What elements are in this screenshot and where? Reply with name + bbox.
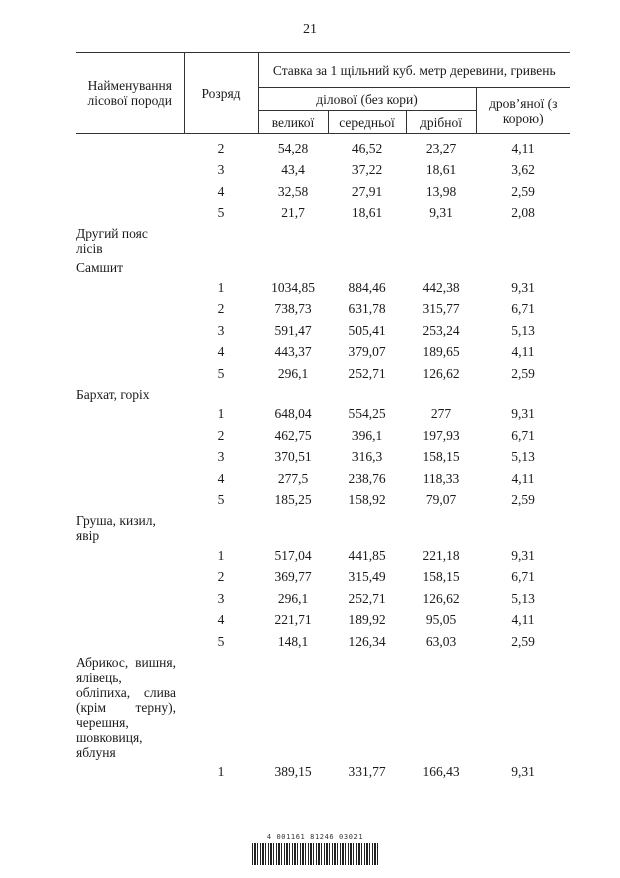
grade-cell: 5 <box>217 205 225 221</box>
medium-cell: 631,78 <box>348 301 386 317</box>
medium-cell: 396,1 <box>351 427 383 443</box>
large-cell: 148,1 <box>277 633 309 649</box>
species-row <box>76 653 570 762</box>
large-cell: 517,04 <box>274 547 312 563</box>
grade-cell: 4 <box>217 470 225 486</box>
small-cell: 13,98 <box>425 183 457 199</box>
small-cell: 253,24 <box>422 322 460 338</box>
header-business: ділової (без кори) <box>258 88 476 111</box>
medium-cell: 46,52 <box>351 140 383 156</box>
firewood-cell: 5,13 <box>511 322 535 338</box>
empty-cell <box>76 588 184 610</box>
species-row <box>76 385 570 404</box>
medium-cell: 158,92 <box>348 492 386 508</box>
header-large: великої <box>258 111 328 134</box>
species-row <box>76 258 570 277</box>
empty-cell <box>76 404 184 426</box>
table-row <box>76 299 570 321</box>
grade-cell: 5 <box>217 633 225 649</box>
barcode <box>252 833 378 865</box>
grade-cell: 1 <box>217 406 225 422</box>
small-cell: 315,77 <box>422 301 460 317</box>
firewood-cell: 4,11 <box>511 344 535 360</box>
small-cell: 118,33 <box>422 470 460 486</box>
empty-cell <box>76 203 184 225</box>
large-cell: 462,75 <box>274 427 312 443</box>
grade-cell: 3 <box>217 162 225 178</box>
large-cell: 185,25 <box>274 492 312 508</box>
large-cell: 591,47 <box>274 322 312 338</box>
empty-cell <box>76 490 184 512</box>
table-row <box>76 588 570 610</box>
firewood-cell: 2,08 <box>511 205 535 221</box>
medium-cell: 316,3 <box>351 449 383 465</box>
table-body <box>76 134 570 784</box>
firewood-cell: 5,13 <box>511 590 535 606</box>
table-row <box>76 181 570 203</box>
small-cell: 221,18 <box>422 547 460 563</box>
firewood-cell: 2,59 <box>511 633 535 649</box>
grade-cell: 1 <box>217 547 225 563</box>
empty-cell <box>76 631 184 653</box>
empty-cell <box>76 160 184 182</box>
empty-cell <box>76 610 184 632</box>
large-cell: 389,15 <box>274 764 312 780</box>
small-cell: 95,05 <box>425 612 457 628</box>
species-name: Другий пояс лісів <box>76 226 148 256</box>
large-cell: 221,71 <box>274 612 312 628</box>
small-cell: 158,15 <box>422 569 460 585</box>
medium-cell: 315,49 <box>348 569 386 585</box>
firewood-cell: 9,31 <box>511 406 535 422</box>
medium-cell: 252,71 <box>348 590 386 606</box>
empty-cell <box>76 134 184 160</box>
empty-cell <box>76 342 184 364</box>
grade-cell: 2 <box>217 569 225 585</box>
firewood-cell: 6,71 <box>511 569 535 585</box>
empty-cell <box>76 363 184 385</box>
medium-cell: 441,85 <box>348 547 386 563</box>
grade-cell: 5 <box>217 492 225 508</box>
table-row <box>76 404 570 426</box>
rates-table <box>76 52 570 783</box>
firewood-cell: 5,13 <box>511 449 535 465</box>
small-cell: 442,38 <box>422 279 460 295</box>
table-row <box>76 545 570 567</box>
small-cell: 166,43 <box>422 764 460 780</box>
medium-cell: 331,77 <box>348 764 386 780</box>
small-cell: 126,62 <box>422 365 460 381</box>
empty-cell <box>76 468 184 490</box>
small-cell: 126,62 <box>422 590 460 606</box>
grade-cell: 1 <box>217 764 225 780</box>
empty-cell <box>76 320 184 342</box>
large-cell: 296,1 <box>277 590 309 606</box>
firewood-cell: 6,71 <box>511 427 535 443</box>
table-row <box>76 160 570 182</box>
medium-cell: 27,91 <box>351 183 383 199</box>
header-small: дрібної <box>406 111 476 134</box>
small-cell: 23,27 <box>425 140 457 156</box>
small-cell: 197,93 <box>422 427 460 443</box>
species-name: Абрикос, вишня, ялівець, обліпиха, слива (крім терну), черешня, шовковиця, яблуня <box>76 654 176 760</box>
empty-cell <box>76 567 184 589</box>
grade-cell: 3 <box>217 590 225 606</box>
table-row <box>76 631 570 653</box>
small-cell: 189,65 <box>422 344 460 360</box>
medium-cell: 189,92 <box>348 612 386 628</box>
table-row <box>76 762 570 784</box>
large-cell: 443,37 <box>274 344 312 360</box>
table-row <box>76 447 570 469</box>
table-row <box>76 320 570 342</box>
small-cell: 63,03 <box>425 633 457 649</box>
table-header <box>76 53 570 134</box>
firewood-cell: 4,11 <box>511 470 535 486</box>
firewood-cell: 9,31 <box>511 547 535 563</box>
large-cell: 277,5 <box>277 470 309 486</box>
page-number: 21 <box>303 22 317 37</box>
large-cell: 370,51 <box>274 449 312 465</box>
small-cell: 9,31 <box>429 205 453 221</box>
species-name: Самшит <box>76 260 124 275</box>
grade-cell: 2 <box>217 427 225 443</box>
empty-cell <box>76 762 184 784</box>
medium-cell: 18,61 <box>351 205 383 221</box>
large-cell: 296,1 <box>277 365 309 381</box>
firewood-cell: 2,59 <box>511 492 535 508</box>
barcode-bars <box>252 843 378 865</box>
firewood-cell: 6,71 <box>511 301 535 317</box>
firewood-cell: 9,31 <box>511 764 535 780</box>
species-name: Груша, кизил, явір <box>76 513 156 543</box>
medium-cell: 379,07 <box>348 344 386 360</box>
header-medium: середньої <box>328 111 406 134</box>
table-row <box>76 134 570 160</box>
table-row <box>76 490 570 512</box>
table-row <box>76 363 570 385</box>
empty-cell <box>76 277 184 299</box>
header-grade: Розряд <box>184 53 258 134</box>
medium-cell: 238,76 <box>348 470 386 486</box>
large-cell: 1034,85 <box>271 279 315 295</box>
large-cell: 369,77 <box>274 569 312 585</box>
header-species: Найменування лісової породи <box>76 53 184 134</box>
empty-cell <box>76 545 184 567</box>
table-row <box>76 610 570 632</box>
table-row <box>76 203 570 225</box>
grade-cell: 3 <box>217 449 225 465</box>
large-cell: 32,58 <box>277 183 309 199</box>
table-row <box>76 468 570 490</box>
large-cell: 21,7 <box>281 205 305 221</box>
species-name: Бархат, горіх <box>76 386 150 402</box>
table-row <box>76 342 570 364</box>
empty-cell <box>76 181 184 203</box>
table-row <box>76 277 570 299</box>
empty-cell <box>76 447 184 469</box>
small-cell: 18,61 <box>425 162 457 178</box>
grade-cell: 4 <box>217 183 225 199</box>
table-row <box>76 425 570 447</box>
header-firewood: дров’яної (з корою) <box>476 88 570 134</box>
grade-cell: 2 <box>217 140 225 156</box>
grade-cell: 4 <box>217 344 225 360</box>
grade-cell: 4 <box>217 612 225 628</box>
small-cell: 158,15 <box>422 449 460 465</box>
medium-cell: 884,46 <box>348 279 386 295</box>
firewood-cell: 4,11 <box>511 140 535 156</box>
grade-cell: 3 <box>217 322 225 338</box>
medium-cell: 126,34 <box>348 633 386 649</box>
empty-cell <box>76 425 184 447</box>
large-cell: 54,28 <box>277 140 309 156</box>
small-cell: 79,07 <box>425 492 457 508</box>
large-cell: 738,73 <box>274 301 312 317</box>
grade-cell: 1 <box>217 279 225 295</box>
species-row <box>76 224 570 258</box>
medium-cell: 505,41 <box>348 322 386 338</box>
firewood-cell: 2,59 <box>511 183 535 199</box>
header-rate: Ставка за 1 щільний куб. метр деревини, гривень <box>258 53 570 88</box>
medium-cell: 252,71 <box>348 365 386 381</box>
medium-cell: 37,22 <box>351 162 383 178</box>
small-cell: 277 <box>430 406 452 422</box>
species-row <box>76 511 570 545</box>
large-cell: 43,4 <box>281 162 305 178</box>
table-row <box>76 567 570 589</box>
firewood-cell: 9,31 <box>511 279 535 295</box>
medium-cell: 554,25 <box>348 406 386 422</box>
large-cell: 648,04 <box>274 406 312 422</box>
grade-cell: 5 <box>217 365 225 381</box>
firewood-cell: 4,11 <box>511 612 535 628</box>
firewood-cell: 3,62 <box>511 162 535 178</box>
grade-cell: 2 <box>217 301 225 317</box>
barcode-number: 4 001161 81246 03021 <box>266 833 364 841</box>
firewood-cell: 2,59 <box>511 365 535 381</box>
empty-cell <box>76 299 184 321</box>
